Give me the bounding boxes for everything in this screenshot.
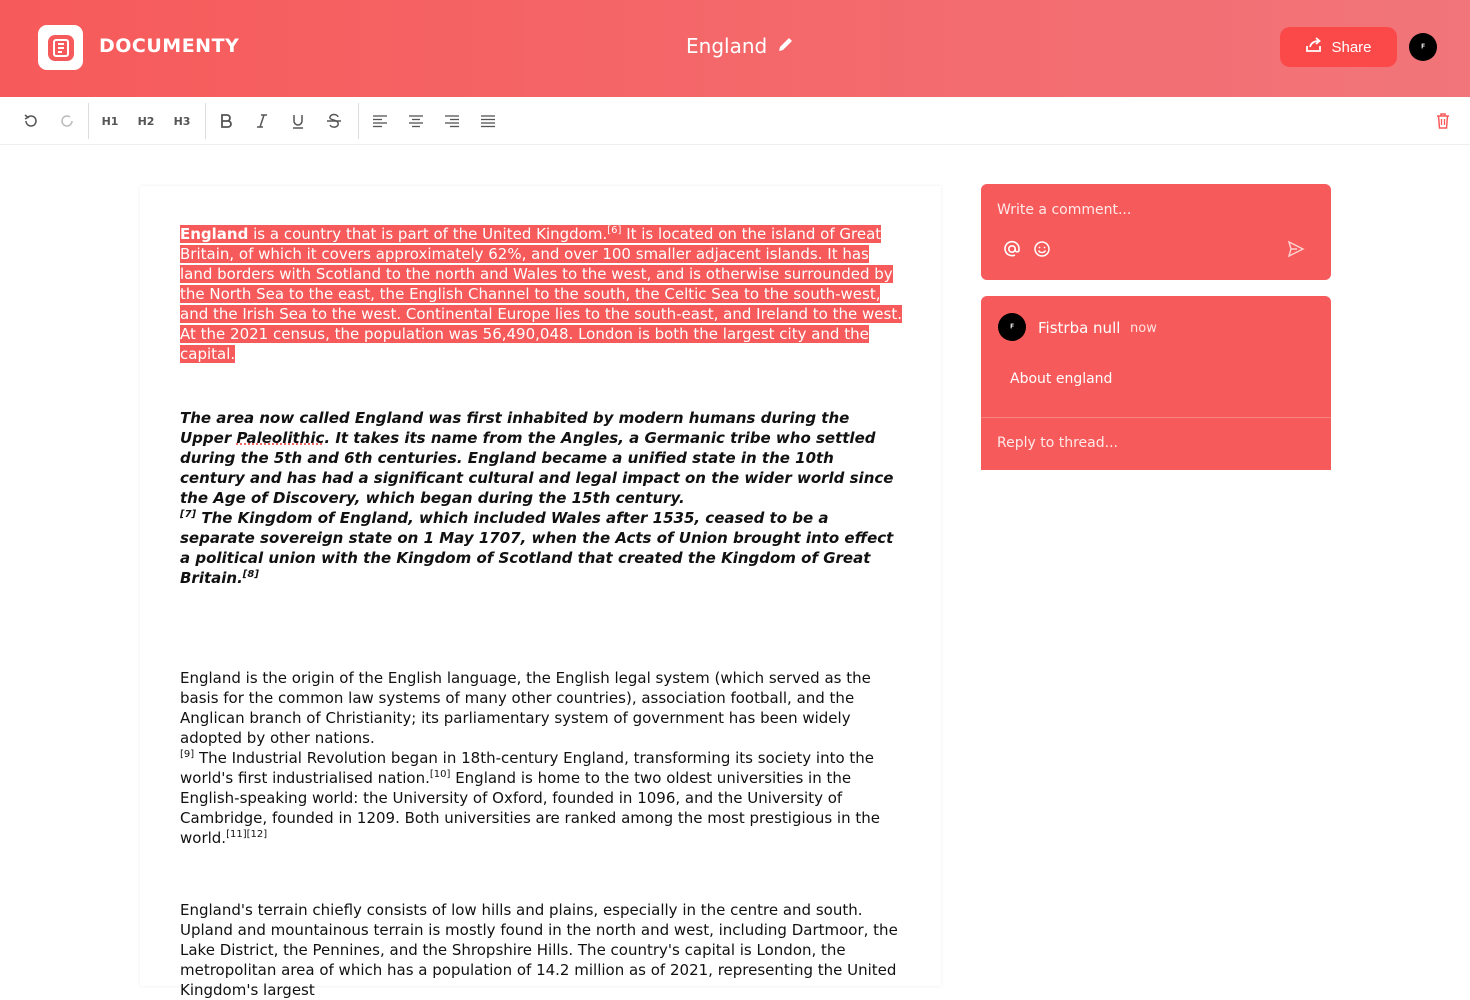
paragraph-1[interactable] bbox=[180, 224, 902, 364]
text-run: England's terrain chiefly consists of low hills and plains, especially in the centre and south. Upland and mountainous terrain is mostly found in the north and west, including Dartmoor, the Lake District, the Pennines, and the Shropshire Hills. The country's capital is London, the metropolitan area of which has a population of 14.2 million as of 2021, representing the United Kingdom's largest bbox=[180, 901, 898, 999]
share-button[interactable] bbox=[1280, 27, 1397, 67]
text-run: It is located on the island of Great Britain, of which it covers approximately 62%, and over 100 smaller adjacent islands. It has land borders with Scotland to the north and Wales to the west, and is otherwise surrounded by the North Sea to the east, the English Channel to the south, the Celtic Sea to the south-west, and the Irish Sea to the west. Continental Europe lies to the south-east, and Ireland to the west. At the 2021 census, the population was 56,490,048. London is both the largest city and the capital. bbox=[180, 225, 902, 363]
formatting-toolbar bbox=[0, 97, 1470, 145]
text-run: England is home to the two oldest universities in the English-speaking world: the University of Oxford, founded in 1096, and the University of Cambridge, founded in 1209. Both universities are ranked among the most prestigious in the world. bbox=[180, 769, 880, 847]
toolbar-divider bbox=[88, 103, 89, 139]
emoji-icon[interactable] bbox=[1032, 239, 1052, 259]
text-run: . It takes its name from the Angles, a Germanic tribe who settled during the 5th and 6th centuries. England became a unified state in the 10th century and has had a significant cultural and legal impact on the wider world since the Age of Discovery, which began during the 15th century. bbox=[180, 429, 894, 507]
document-title-area[interactable] bbox=[686, 34, 795, 58]
align-center-icon[interactable] bbox=[404, 109, 428, 133]
text-run: England is the origin of the English language, the English legal system (which served as the basis for the common law systems of many other countries), association football, and the Anglican branch of Christianity; its parliamentary system of government has been widely adopted by other nations. bbox=[180, 669, 871, 747]
citation[interactable]: [6] bbox=[607, 225, 622, 236]
bold-text: England bbox=[180, 225, 249, 243]
text-run: is a country that is part of the United Kingdom. bbox=[248, 225, 608, 243]
pencil-icon[interactable] bbox=[777, 35, 795, 57]
heading-1-button[interactable]: H1 bbox=[101, 114, 119, 128]
document-title[interactable]: England bbox=[686, 34, 768, 58]
trash-icon[interactable] bbox=[1431, 109, 1455, 133]
heading-2-button[interactable]: H2 bbox=[137, 114, 155, 128]
underline-icon[interactable] bbox=[286, 109, 310, 133]
toolbar-divider bbox=[358, 103, 359, 139]
italic-icon[interactable] bbox=[250, 109, 274, 133]
logo-icon[interactable] bbox=[38, 25, 83, 70]
divider bbox=[981, 417, 1331, 418]
align-left-icon[interactable] bbox=[368, 109, 392, 133]
paragraph-4[interactable] bbox=[180, 900, 902, 1000]
new-comment-box bbox=[981, 184, 1331, 280]
strikethrough-icon[interactable] bbox=[322, 109, 346, 133]
text-run: The Industrial Revolution began in 18th-century England, transforming its society into the world's first industrialised nation. bbox=[180, 749, 875, 787]
heading-3-button[interactable]: H3 bbox=[173, 114, 191, 128]
citation[interactable]: [10] bbox=[429, 769, 451, 780]
redo-icon[interactable] bbox=[55, 109, 79, 133]
align-right-icon[interactable] bbox=[440, 109, 464, 133]
citation[interactable]: [9] bbox=[180, 749, 195, 760]
citation[interactable]: [8] bbox=[242, 569, 259, 580]
avatar: ꟳ bbox=[998, 313, 1026, 341]
paragraph-2[interactable] bbox=[180, 408, 902, 588]
comment-author: Fistrba null bbox=[1038, 319, 1121, 337]
app-header bbox=[0, 0, 1470, 97]
send-icon[interactable] bbox=[1286, 239, 1306, 259]
comment-body: About england bbox=[1010, 371, 1113, 387]
user-avatar[interactable]: ꟳ bbox=[1409, 33, 1437, 61]
undo-icon[interactable] bbox=[19, 109, 43, 133]
align-justify-icon[interactable] bbox=[476, 109, 500, 133]
reply-input[interactable] bbox=[997, 435, 1297, 451]
citation[interactable]: [11][12] bbox=[226, 829, 268, 840]
document-page[interactable] bbox=[140, 186, 941, 999]
paragraph-3[interactable] bbox=[180, 668, 902, 848]
citation[interactable]: [7] bbox=[180, 509, 197, 520]
misspelled-word[interactable]: Paleolithic bbox=[236, 429, 325, 447]
bold-icon[interactable] bbox=[214, 109, 238, 133]
text-run: The Kingdom of England, which included Wales after 1535, ceased to be a separate sovereign state on 1 May 1707, when the Acts of Union brought into effect a political union with the Kingdom of Scotland that created the Kingdom of Great Britain. bbox=[180, 509, 894, 587]
share-icon bbox=[1305, 37, 1323, 57]
at-icon[interactable] bbox=[1002, 239, 1022, 259]
share-label: Share bbox=[1331, 38, 1372, 56]
comment-thread bbox=[981, 296, 1331, 470]
brand-name: DOCUMENTY bbox=[99, 35, 240, 57]
text-run: The area now called England was first inhabited by modern humans during the Upper bbox=[180, 409, 850, 447]
comment-timestamp: now bbox=[1130, 321, 1157, 336]
comment-input[interactable] bbox=[997, 202, 1297, 218]
toolbar-divider bbox=[205, 103, 206, 139]
